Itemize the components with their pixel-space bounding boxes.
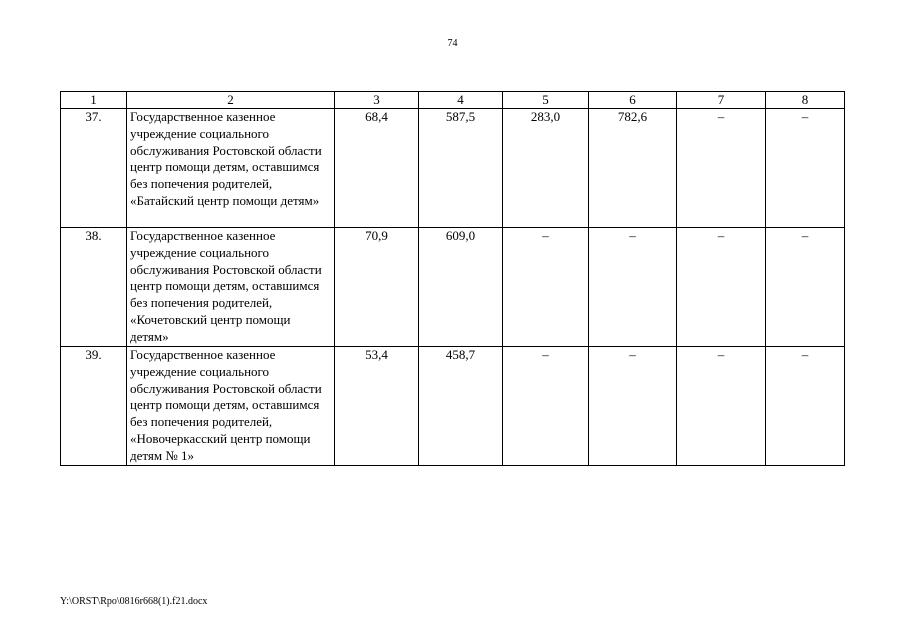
column-header: 6 (589, 92, 677, 109)
cell-value: 70,9 (335, 228, 419, 347)
footer-file-path: Y:\ORST\Rpo\0816r668(1).f21.docx (60, 596, 208, 607)
column-header: 8 (766, 92, 845, 109)
cell-value: – (589, 228, 677, 347)
cell-value: – (503, 228, 589, 347)
cell-value: 53,4 (335, 347, 419, 466)
data-table (60, 91, 845, 466)
cell-value: – (766, 347, 845, 466)
table-header-row (61, 92, 845, 109)
column-header: 3 (335, 92, 419, 109)
institution-name: Государственное казенное учреждение социального обслуживания Ростовской области центр помощи детям, оставшимся без попечения родителей, «Кочетовский центр помощи детям» (127, 228, 335, 347)
cell-value: – (766, 228, 845, 347)
cell-value: – (503, 347, 589, 466)
page-number: 74 (447, 38, 458, 49)
table-row (61, 347, 845, 466)
column-header: 1 (61, 92, 127, 109)
row-number: 38. (61, 228, 127, 347)
cell-value: – (677, 347, 766, 466)
cell-value: 587,5 (419, 109, 503, 228)
row-number: 39. (61, 347, 127, 466)
cell-value: – (677, 109, 766, 228)
institution-name: Государственное казенное учреждение социального обслуживания Ростовской области центр помощи детям, оставшимся без попечения родителей, «Новочеркасский центр помощи детям № 1» (127, 347, 335, 466)
cell-value: – (677, 228, 766, 347)
column-header: 5 (503, 92, 589, 109)
column-header: 7 (677, 92, 766, 109)
column-header: 2 (127, 92, 335, 109)
cell-value: 458,7 (419, 347, 503, 466)
cell-value: – (766, 109, 845, 228)
cell-value: 68,4 (335, 109, 419, 228)
cell-value: – (589, 347, 677, 466)
column-header: 4 (419, 92, 503, 109)
cell-value: 782,6 (589, 109, 677, 228)
cell-value: 283,0 (503, 109, 589, 228)
table-row (61, 228, 845, 347)
cell-value: 609,0 (419, 228, 503, 347)
row-number: 37. (61, 109, 127, 228)
table-row (61, 109, 845, 228)
institution-name: Государственное казенное учреждение социального обслуживания Ростовской области центр помощи детям, оставшимся без попечения родителей, «Батайский центр помощи детям» (127, 109, 335, 228)
